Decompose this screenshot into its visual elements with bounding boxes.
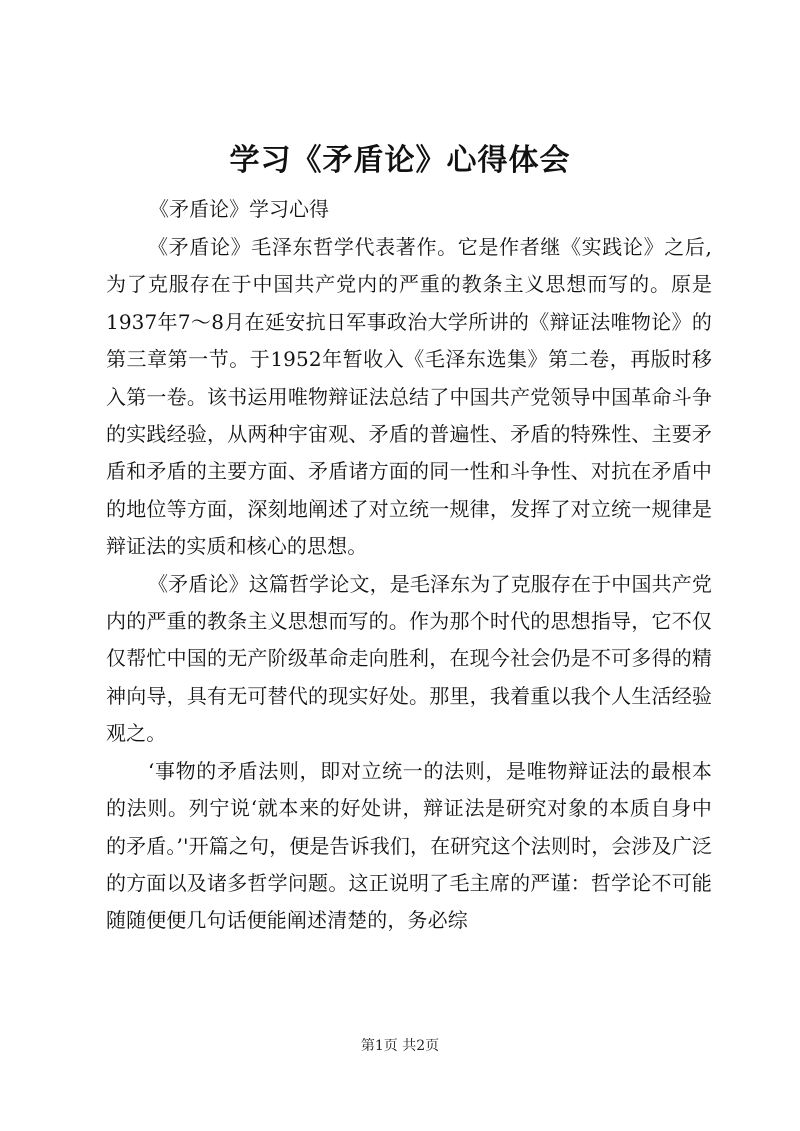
paragraph-1: 《矛盾论》毛泽东哲学代表著作。它是作者继《实践论》之后,为了克服存在于中国共产党内的严重的教条主义思想而写的。原是1937年7～8月在延安抗日军事政治大学所讲的《辩证法唯物论》的第三章第一节。于1952年暂收入《毛泽东选集》第二卷，再版时移入第一卷。该书运用唯物辩证法总结了中国共产党领导中国革命斗争的实践经验，从两种宇宙观、矛盾的普遍性、矛盾的特殊性、主要矛盾和矛盾的主要方面、矛盾诸方面的同一性和斗争性、对抗在矛盾中的地位等方面，深刻地阐述了对立统一规律，发挥了对立统一规律是辩证法的实质和核心的思想。 — [106, 235, 712, 559]
paragraph-3: ‘事物的矛盾法则，即对立统一的法则，是唯物辩证法的最根本的法则。列宁说‘就本来的好处讲，辩证法是研究对象的本质自身中的矛盾。’'开篇之句，便是告诉我们，在研究这个法则时，会涉及广泛的方面以及诸多哲学问题。这正说明了毛主席的严谨：哲学论不可能随随便便几句话便能阐述清楚的，务必综 — [106, 758, 712, 933]
paragraph-2: 《矛盾论》这篇哲学论文，是毛泽东为了克服存在于中国共产党内的严重的教条主义思想而写的。作为那个时代的思想指导，它不仅仅帮忙中国的无产阶级革命走向胜利，在现今社会仍是不可多得的精神向导，具有无可替代的现实好处。那里，我着重以我个人生活经验观之。 — [106, 571, 712, 746]
document-subtitle: 《矛盾论》学习心得 — [149, 197, 329, 221]
document-title: 学习《矛盾论》心得体会 — [229, 143, 571, 178]
page-number-footer: 第1页 共2页 — [360, 1038, 440, 1054]
document-body — [106, 229, 712, 940]
